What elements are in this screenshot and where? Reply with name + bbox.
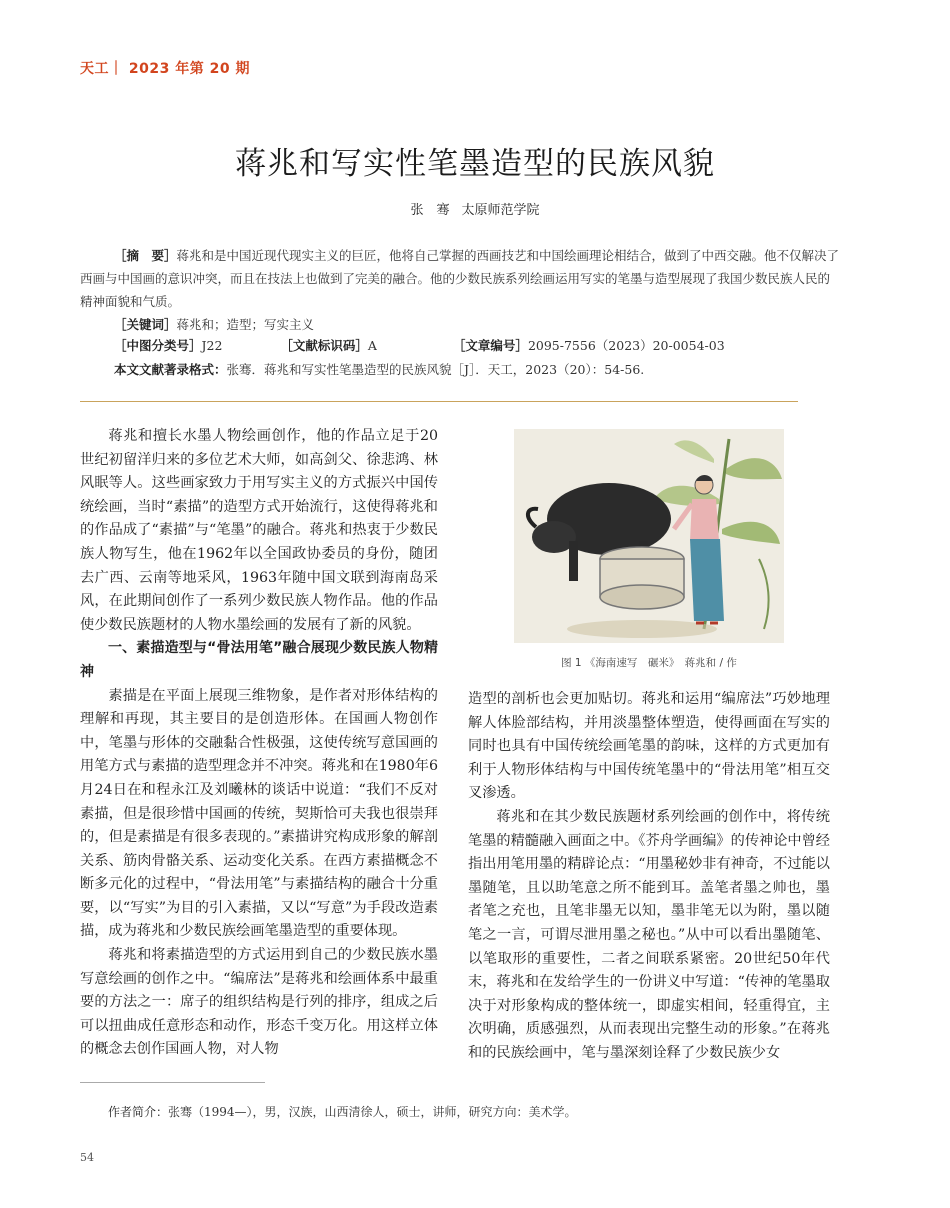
article-number-label: ［文章编号］ <box>452 338 528 353</box>
keywords <box>80 313 840 336</box>
body-column-left <box>80 425 438 1062</box>
clc-value: J22 <box>201 338 223 353</box>
article-number-value: 2095-7556（2023）20-0054-03 <box>527 338 725 353</box>
author-footnote <box>108 1103 577 1120</box>
doc-code-value: A <box>367 338 377 353</box>
keywords-label: ［关键词］ <box>114 317 177 332</box>
author-name: 张 骞 <box>410 203 450 218</box>
citation-label: 本文文献著录格式： <box>114 362 227 377</box>
author-line <box>0 199 950 218</box>
journal-header: 天工｜ 2023 年第 20 期 <box>80 61 250 77</box>
doc-code-label: ［文献标识码］ <box>280 338 368 353</box>
article-title: 蒋兆和写实性笔墨造型的民族风貌 <box>235 146 715 182</box>
citation <box>114 360 644 378</box>
abstract-text: 蒋兆和是中国近现代现实主义的巨匠，他将自己掌握的西画技艺和中国绘画理论相结合，做到了中西交融。他不仅解决了西画与中国画的意识冲突，而且在技法上也做到了完美的融合。他的少数民族系列绘画运用写实的笔墨与造型展现了我国少数民族人民的精神面貌和气质。 <box>80 248 840 309</box>
author-affiliation: 太原师范学院 <box>461 203 540 218</box>
abstract-label: ［摘 要］ <box>114 248 177 263</box>
citation-text: 张骞．蒋兆和写实性笔墨造型的民族风貌［J］．天工，2023（20）：54-56. <box>226 362 645 377</box>
abstract-divider <box>80 401 798 402</box>
footnote-divider <box>80 1082 265 1083</box>
abstract <box>80 244 840 313</box>
paragraph: 蒋兆和擅长水墨人物绘画创作，他的作品立足于20世纪初留洋归来的多位艺术大师，如高剑父、徐悲鸿、林风眠等人。这些画家致力于用写实主义的方式振兴中国传统绘画，当时“素描”的造型方式开始流行，这使得蒋兆和的作品成了“素描”与“笔墨”的融合。蒋兆和热衷于少数民族人物写生，他在1962年以全国政协委员的身份，随团去广西、云南等地采风，1963年随中国文联到海南岛采风，在此期间创作了一系列少数民族人物作品。他的作品使少数民族题材的人物水墨绘画的发展有了新的风貌。 <box>80 428 438 633</box>
figure-painting <box>514 429 784 643</box>
page-number: 54 <box>80 1151 94 1164</box>
paragraph: 蒋兆和将素描造型的方式运用到自己的少数民族水墨写意绘画的创作之中。“编席法”是蒋兆和绘画体系中最重要的方法之一：席子的组织结构是行列的排序，组成之后可以扭曲成任意形态和动作，形态千变万化。用这样立体的概念去创作国画人物，对人物 <box>80 947 438 1058</box>
section-heading: 一、素描造型与“骨法用笔”融合展现少数民族人物精神 <box>80 640 438 680</box>
painting-illustration <box>514 429 784 643</box>
footnote-text: 张骞（1994—），男，汉族，山西清徐人，硕士，讲师，研究方向：美术学。 <box>168 1105 577 1119</box>
clc-label: ［中图分类号］ <box>114 338 202 353</box>
figure-caption: 图 1 《海南速写 碾米》 蒋兆和 / 作 <box>561 657 737 669</box>
paragraph: 蒋兆和在其少数民族题材系列绘画的创作中，将传统笔墨的精髓融入画面之中。《芥舟学画编》的传神论中曾经指出用笔用墨的精辟论点：“用墨秘妙非有神奇，不过能以墨随笔，且以助笔意之所不能到耳。盖笔者墨之帅也，墨者笔之充也，且笔非墨无以知，墨非笔无以为附，墨以随笔之一言，可谓尽泄用墨之秘也。”从中可以看出墨随笔、以笔取形的重要性，二者之间联系紧密。20世纪50年代末，蒋兆和在发给学生的一份讲义中写道：“传神的笔墨取决于对形象构成的整体统一，即虚实相间，轻重得宜，主次明确，质感强烈，从而表现出完整生动的形象。”在蒋兆和的民族绘画中，笔与墨深刻诠释了少数民族少女 <box>468 808 830 1061</box>
body-column-right <box>468 688 830 1066</box>
paragraph: 素描是在平面上展现三维物象，是作者对形体结构的理解和再现，其主要目的是创造形体。在国画人物创作中，笔墨与形体的交融黏合性极强，这使传统写意国画的用笔方式与素描的造型理念并不冲突。蒋兆和在1980年6月24日在和程永江及刘曦林的谈话中说道：“我们不反对素描，但是很珍惜中国画的传统，契斯恰可夫我也很崇拜的，但是素描是有很多表现的。”素描讲究构成形象的解剖关系、筋肉骨骼关系、运动变化关系。在西方素描概念不断多元化的过程中，“骨法用笔”与素描结构的融合十分重要，以“写实”为目的引入素描，又以“写意”为手段改造素描，成为蒋兆和少数民族绘画笔墨造型的重要体现。 <box>80 687 438 940</box>
classification-row <box>114 336 725 354</box>
keywords-text: 蒋兆和；造型；写实主义 <box>176 317 315 332</box>
paragraph: 造型的剖析也会更加贴切。蒋兆和运用“编席法”巧妙地理解人体脸部结构，并用淡墨整体塑造，使得画面在写实的同时也具有中国传统绘画笔墨的韵味，这样的方式更加有利于人物形体结构与中国传统笔墨中的“骨法用笔”相互交叉渗透。 <box>468 691 830 802</box>
footnote-label: 作者简介： <box>108 1105 169 1119</box>
